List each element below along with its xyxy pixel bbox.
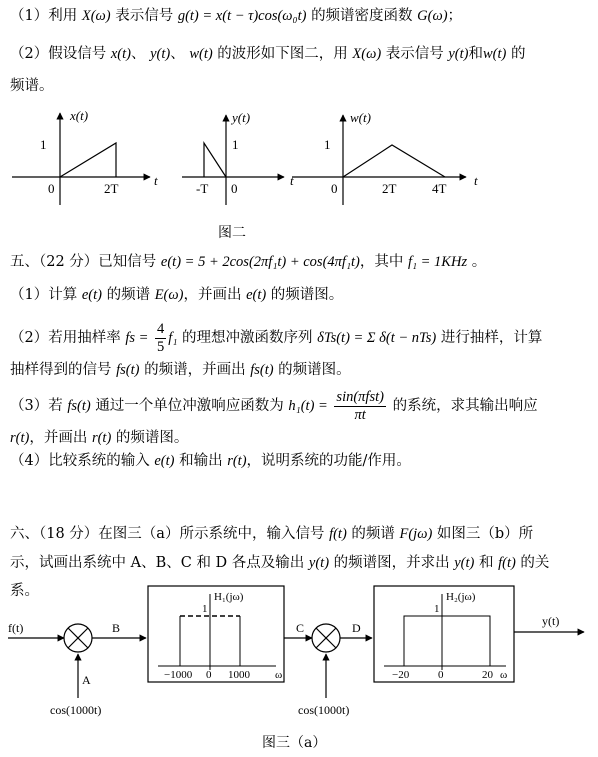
q6-line3: 系。 [10, 583, 39, 599]
cos-label-2: cos(1000t) [298, 703, 350, 717]
denominator: πt [354, 406, 366, 423]
text: 的关 [520, 555, 550, 571]
text: 表示信号 [115, 8, 174, 24]
math: g(t) = x(t − τ)cos(ω₀t) [177, 8, 307, 24]
text: 。 [471, 254, 487, 270]
h1-label: H₁(jω) [214, 591, 244, 603]
x-plot-zero: 0 [48, 181, 55, 196]
q5-part2-line2 [10, 360, 351, 380]
math: f(t) [498, 555, 516, 571]
figure-2-caption: 图二 [218, 225, 246, 241]
point-c-label: C [296, 621, 305, 635]
h2-one: 1 [434, 603, 440, 615]
text: 六、（18 分）在图三（a）所示系统中，输入信号 [10, 526, 325, 542]
q5-part3-line2 [10, 428, 188, 448]
y-plot-one: 1 [232, 137, 239, 152]
math: w(t) [189, 46, 213, 62]
h1-tick-neg: −1000 [164, 669, 193, 681]
text: （3）若 [10, 398, 63, 414]
math: r(t) [227, 453, 247, 469]
fraction-4-5 [155, 321, 166, 356]
math: F(jω) [399, 526, 433, 542]
point-b-label: B [112, 621, 121, 635]
math: h₁(t) = [288, 398, 328, 414]
denominator: 5 [157, 338, 165, 355]
text: 的频谱图。 [115, 430, 189, 446]
h2-tick-pos: 20 [482, 669, 493, 681]
text: 示，试画出系统中 A、B、C 和 D 各点及输出 [10, 555, 305, 571]
text: 、 [170, 46, 185, 62]
text: （2）假设信号 [10, 46, 107, 62]
q5-header [10, 252, 486, 272]
text: （2）若用抽样率 [10, 330, 121, 346]
text: ，其中 [359, 254, 404, 270]
math: X(ω) [81, 8, 111, 24]
text: ； [447, 8, 463, 24]
text: 通过一个单位冲激响应函数为 [95, 398, 284, 414]
q5-part1 [10, 285, 343, 305]
math: f₁ = 1KHz [407, 254, 468, 270]
x-plot-2t: 2T [104, 181, 119, 196]
math: fs(t) [67, 398, 91, 414]
math: y(t) [448, 46, 469, 62]
math: e(t) [81, 287, 102, 303]
point-a-label: A [82, 673, 91, 687]
multiplier-2 [312, 624, 340, 652]
math: fs(t) [250, 362, 274, 378]
w-plot-one: 1 [324, 137, 331, 152]
text: 的理想冲激函数序列 [181, 330, 313, 346]
input-label: f(t) [8, 621, 24, 635]
text: 的频谱图。 [270, 287, 344, 303]
text: ，说明系统的功能/作用。 [246, 453, 411, 469]
figure-2 [0, 105, 598, 225]
w-plot-2t: 2T [382, 181, 397, 196]
figure-3a-caption: 图三（a） [262, 735, 327, 751]
text: 的频谱，并画出 [144, 362, 246, 378]
text: ，并画出 [183, 287, 242, 303]
w-plot-4t: 4T [432, 181, 447, 196]
q4-part2-line2: 频谱。 [10, 78, 54, 94]
filter-h2 [374, 586, 514, 682]
text: 和 [478, 555, 494, 571]
h1-tick-pos: 1000 [228, 669, 250, 681]
y-plot [182, 110, 294, 205]
q6-line1 [10, 524, 533, 544]
q4-part1 [10, 6, 462, 26]
h2-label: H₂(jω) [446, 591, 476, 603]
multiplier-1 [64, 624, 92, 652]
q6-line2 [10, 553, 549, 573]
h1-omega: ω [275, 669, 283, 681]
y-plot-neg-t: -T [196, 181, 209, 196]
math: fs(t) [116, 362, 140, 378]
w-plot-taxis: t [474, 173, 478, 188]
math: y(t) [150, 46, 171, 62]
math: w(t) [483, 46, 507, 62]
text: （4）比较系统的输入 [10, 453, 150, 469]
math: r(t) [10, 430, 30, 446]
w-plot-label: w(t) [350, 110, 371, 125]
point-d-label: D [352, 621, 361, 635]
numerator: 4 [157, 320, 165, 337]
math: δTs(t) = Σ δ(t − nTs) [317, 330, 437, 346]
text: 的频谱 [351, 526, 395, 542]
math: G(ω) [417, 8, 448, 24]
x-plot-taxis: t [154, 173, 158, 188]
text: ，并画出 [29, 430, 88, 446]
q5-part4 [10, 451, 411, 471]
y-plot-taxis: t [290, 173, 294, 188]
y-plot-zero: 0 [231, 181, 238, 196]
math: y(t) [308, 555, 330, 571]
text: （1）计算 [10, 287, 78, 303]
math: e(t) [246, 287, 267, 303]
figure-3a [0, 580, 598, 730]
q4-part2 [10, 44, 525, 64]
math: f₁ [168, 330, 178, 346]
text: 、 [130, 46, 146, 62]
text: 的波形如下图二，用 [217, 46, 348, 62]
text: 表示信号 [385, 46, 444, 62]
math: e(t) [154, 453, 175, 469]
y-plot-label: y(t) [232, 110, 251, 125]
math: E(ω) [154, 287, 184, 303]
text: 进行抽样，计算 [440, 330, 543, 346]
x-plot-label: x(t) [70, 108, 89, 123]
math: y(t) [454, 555, 475, 571]
h2-omega: ω [500, 669, 508, 681]
numerator: sin(πfst) [336, 388, 384, 405]
text: 和输出 [179, 453, 223, 469]
math: r(t) [91, 430, 112, 446]
text: （1）利用 [10, 8, 78, 24]
math: e(t) = 5 + 2cos(2πf₁t) + cos(4πf₁t) [160, 254, 360, 270]
text: 和 [468, 46, 483, 62]
text: 抽样得到的信号 [10, 362, 112, 378]
h2-tick-zero: 0 [438, 669, 444, 681]
text: 如图三（b）所 [436, 526, 534, 542]
text: 的频谱 [106, 287, 151, 303]
q5-part3 [10, 386, 538, 426]
filter-h1 [148, 586, 284, 682]
math: X(ω) [352, 46, 382, 62]
text: 的系统，求其输出响应 [392, 398, 538, 414]
h2-tick-neg: −20 [392, 669, 410, 681]
math: x(t) [110, 46, 131, 62]
x-plot [12, 108, 158, 205]
cos-label-1: cos(1000t) [50, 703, 102, 717]
w-plot [292, 110, 478, 205]
x-plot-one: 1 [40, 137, 47, 152]
h1-tick-zero: 0 [206, 669, 212, 681]
text: 的频谱图。 [278, 362, 351, 378]
math: f(t) [329, 526, 347, 542]
text: 的频谱图，并求出 [333, 555, 450, 571]
text: 的 [510, 46, 526, 62]
fraction-sinc [334, 389, 386, 424]
h1-one: 1 [202, 603, 208, 615]
q5-part2 [10, 320, 542, 356]
output-label: y(t) [542, 614, 560, 628]
math: fs = [125, 330, 149, 346]
text: 的频谱密度函数 [311, 8, 413, 24]
w-plot-zero: 0 [331, 181, 338, 196]
text: 五、（22 分）已知信号 [10, 254, 157, 270]
